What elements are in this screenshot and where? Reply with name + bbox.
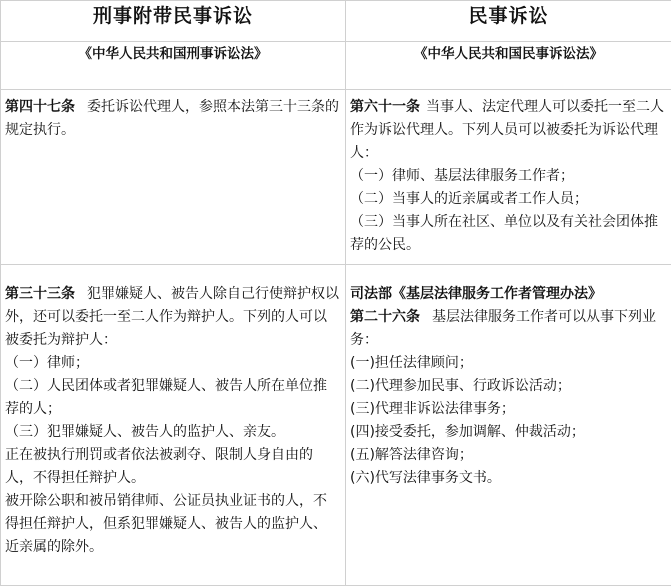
article-33-intro: 犯罪嫌疑人、被告人除自己行使辩护权以外，还可以委托一至二人作为辩护人。下列的人可以被委托为辩护人：	[5, 286, 339, 348]
article-61-number: 第六十一条	[350, 99, 420, 115]
row-agents	[1, 90, 671, 265]
right-law-name: 《中华人民共和国民事诉讼法》	[346, 42, 671, 90]
left-cell-article-33	[1, 265, 346, 586]
article-61-item: （三）当事人所在社区、单位以及有关社会团体推荐的公民。	[350, 214, 658, 253]
article-47-text: 委托诉讼代理人，参照本法第三十三条的规定执行。	[5, 99, 339, 138]
left-law-name: 《中华人民共和国刑事诉讼法》	[1, 42, 346, 90]
article-26-item: (二)代理参加民事、行政诉讼活动；	[350, 378, 571, 394]
article-33-item: （三）犯罪嫌疑人、被告人的监护人、亲友。	[5, 424, 285, 440]
article-61-paragraph	[350, 96, 665, 165]
article-61-item: （一）律师、基层法律服务工作者；	[350, 168, 574, 184]
article-26-number: 第二十六条	[350, 309, 420, 325]
article-61-intro: 当事人、法定代理人可以委托一至二人作为诉讼代理人。下列人员可以被委托为诉讼代理人：	[350, 99, 664, 161]
article-61-item: （二）当事人的近亲属或者工作人员；	[350, 191, 588, 207]
regulation-source: 司法部《基层法律服务工作者管理办法》	[350, 286, 602, 302]
article-26-item: (五)解答法律咨询；	[350, 447, 473, 463]
left-column-title: 刑事附带民事诉讼	[1, 1, 346, 42]
article-26-item: (六)代写法律事务文书。	[350, 470, 501, 486]
left-cell-article-47	[1, 90, 346, 265]
article-47-paragraph	[5, 96, 339, 142]
article-33-extra: 被开除公职和被吊销律师、公证员执业证书的人，不得担任辩护人，但系犯罪嫌疑人、被告人的监护人、近亲属的除外。	[5, 493, 327, 555]
header-row	[1, 1, 671, 42]
article-33-number: 第三十三条	[5, 286, 75, 302]
article-26-item: (三)代理非诉讼法律事务；	[350, 401, 515, 417]
article-26-item: (一)担任法律顾问；	[350, 355, 473, 371]
article-33-item: （一）律师；	[5, 355, 89, 371]
right-column-title: 民事诉讼	[346, 1, 671, 42]
article-26-paragraph	[350, 306, 665, 352]
article-33-extra: 正在被执行刑罚或者依法被剥夺、限制人身自由的人，不得担任辩护人。	[5, 447, 313, 486]
row-defenders	[1, 265, 671, 586]
article-26-item: (四)接受委托，参加调解、仲裁活动；	[350, 424, 585, 440]
article-47-number: 第四十七条	[5, 99, 75, 115]
article-33-paragraph	[5, 283, 339, 352]
right-cell-article-26	[346, 265, 671, 586]
right-cell-article-61	[346, 90, 671, 265]
article-33-item: （二）人民团体或者犯罪嫌疑人、被告人所在单位推荐的人；	[5, 378, 327, 417]
article-26-intro: 基层法律服务工作者可以从事下列业务：	[350, 309, 656, 348]
law-row	[1, 42, 671, 90]
